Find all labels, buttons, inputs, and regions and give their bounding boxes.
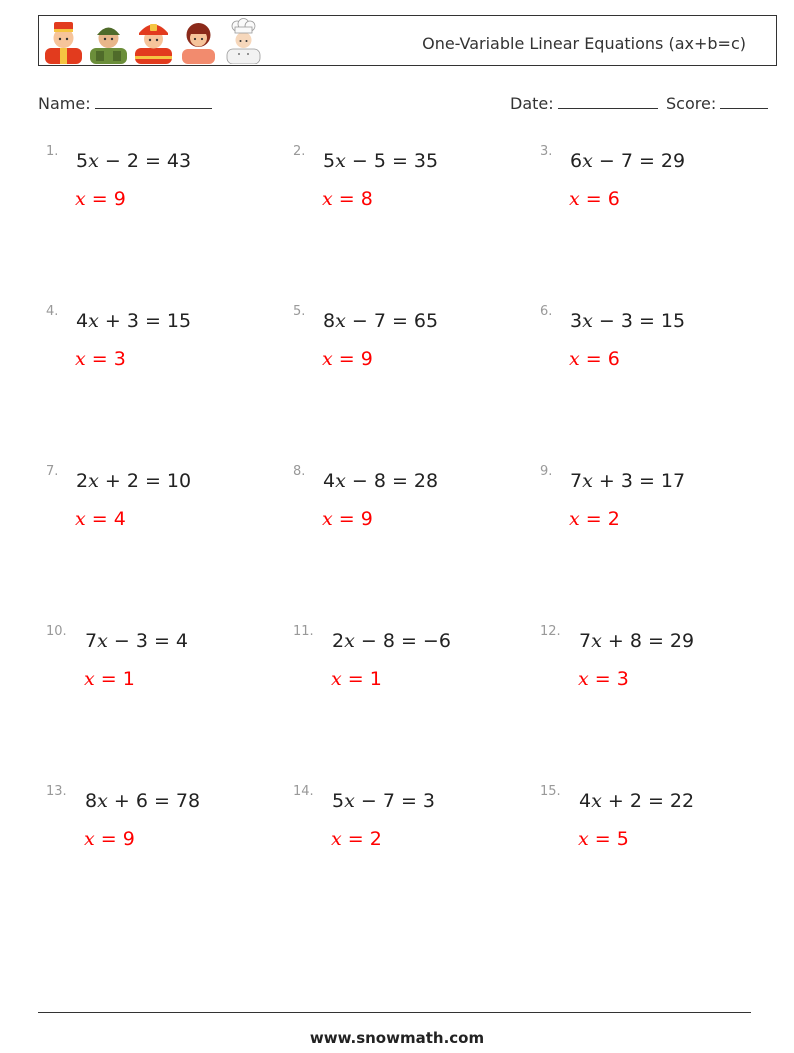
coefficient: 5 (323, 150, 336, 172)
problem-number: 2. (293, 144, 306, 159)
coefficient: 7 (570, 470, 583, 492)
coefficient: 8 (85, 790, 98, 812)
variable: x (591, 630, 602, 652)
footer-url: www.snowmath.com (309, 1029, 485, 1047)
problem-number: 15. (540, 784, 561, 799)
variable: x (335, 310, 346, 332)
variable: x (88, 470, 99, 492)
problem-answer: x = 3 (578, 668, 629, 690)
variable: x (75, 188, 86, 210)
operator: − (351, 150, 368, 172)
problem-number: 3. (540, 144, 553, 159)
problem-answer: x = 9 (75, 188, 126, 210)
right-hand-side: 4 (175, 630, 189, 652)
date-field[interactable] (510, 92, 658, 113)
problem-answer: x = 2 (331, 828, 382, 850)
problem-number: 8. (293, 464, 306, 479)
constant: 7 (620, 150, 633, 172)
problem-item (46, 304, 276, 404)
operator: + (104, 310, 121, 332)
right-hand-side: 43 (166, 150, 192, 172)
answer-value: 9 (122, 828, 135, 850)
problem-item (46, 784, 276, 884)
problem-answer: x = 3 (75, 348, 126, 370)
variable: x (88, 150, 99, 172)
problem-item (293, 464, 523, 564)
operator: + (104, 470, 121, 492)
footer-divider (38, 1012, 751, 1013)
operator: − (598, 150, 615, 172)
operator: − (360, 630, 377, 652)
worksheet-title: One-Variable Linear Equations (ax+b=c) (422, 34, 746, 53)
operator: + (598, 470, 615, 492)
problem-number: 9. (540, 464, 553, 479)
firefighter-avatar-icon (133, 18, 174, 64)
answer-value: 1 (122, 668, 135, 690)
chef-avatar-icon (223, 18, 264, 64)
problem-number: 12. (540, 624, 561, 639)
score-field[interactable] (666, 92, 768, 113)
operator: + (113, 790, 130, 812)
coefficient: 7 (579, 630, 592, 652)
constant: 6 (135, 790, 148, 812)
problem-answer: x = 1 (331, 668, 382, 690)
problem-answer: x = 9 (322, 508, 373, 530)
answer-value: 6 (607, 348, 620, 370)
problem-equation: 3x − 3 = 15 (570, 310, 686, 332)
problem-equation: 4x + 2 = 22 (579, 790, 695, 812)
problem-item (46, 624, 276, 724)
variable: x (344, 790, 355, 812)
right-hand-side: 15 (660, 310, 686, 332)
variable: x (331, 668, 342, 690)
variable: x (84, 828, 95, 850)
answer-value: 9 (360, 508, 373, 530)
problem-number: 5. (293, 304, 306, 319)
problem-item (540, 464, 770, 564)
coefficient: 4 (323, 470, 336, 492)
coefficient: 2 (76, 470, 89, 492)
problem-item (540, 144, 770, 244)
problem-item (293, 784, 523, 884)
variable: x (75, 348, 86, 370)
operator: − (598, 310, 615, 332)
right-hand-side: 29 (660, 150, 686, 172)
constant: 3 (620, 470, 633, 492)
problem-equation: 2x + 2 = 10 (76, 470, 192, 492)
operator: − (113, 630, 130, 652)
problem-equation: 2x − 8 = −6 (332, 630, 451, 652)
problem-answer: x = 8 (322, 188, 373, 210)
variable: x (582, 470, 593, 492)
problem-item (293, 624, 523, 724)
variable: x (322, 188, 333, 210)
right-hand-side: 15 (166, 310, 192, 332)
answer-value: 3 (113, 348, 126, 370)
constant: 2 (126, 470, 139, 492)
variable: x (75, 508, 86, 530)
variable: x (582, 150, 593, 172)
problem-equation: 8x − 7 = 65 (323, 310, 439, 332)
right-hand-side: 65 (413, 310, 439, 332)
constant: 8 (373, 470, 386, 492)
coefficient: 5 (332, 790, 345, 812)
constant: 2 (629, 790, 642, 812)
problem-equation: 7x − 3 = 4 (85, 630, 189, 652)
problem-number: 6. (540, 304, 553, 319)
coefficient: 3 (570, 310, 583, 332)
constant: 3 (620, 310, 633, 332)
name-field[interactable] (38, 92, 212, 113)
operator: − (104, 150, 121, 172)
avatar-strip (43, 18, 264, 64)
coefficient: 7 (85, 630, 98, 652)
name-label: Name: (38, 94, 91, 113)
variable: x (344, 630, 355, 652)
coefficient: 4 (76, 310, 89, 332)
right-hand-side: 28 (413, 470, 439, 492)
bellhop-avatar-icon (43, 18, 84, 64)
operator: − (351, 470, 368, 492)
variable: x (97, 790, 108, 812)
problem-item (46, 144, 276, 244)
variable: x (88, 310, 99, 332)
variable: x (335, 470, 346, 492)
problem-answer: x = 4 (75, 508, 126, 530)
variable: x (84, 668, 95, 690)
woman-avatar-icon (178, 18, 219, 64)
right-hand-side: 22 (669, 790, 695, 812)
constant: 7 (373, 310, 386, 332)
answer-value: 9 (360, 348, 373, 370)
score-blank[interactable] (720, 92, 768, 109)
constant: 3 (126, 310, 139, 332)
answer-value: 2 (607, 508, 620, 530)
variable: x (591, 790, 602, 812)
variable: x (322, 508, 333, 530)
problem-number: 1. (46, 144, 59, 159)
right-hand-side: 10 (166, 470, 192, 492)
operator: − (360, 790, 377, 812)
problem-number: 7. (46, 464, 59, 479)
variable: x (335, 150, 346, 172)
constant: 3 (135, 630, 148, 652)
problem-answer: x = 5 (578, 828, 629, 850)
right-hand-side: 35 (413, 150, 439, 172)
right-hand-side: −6 (422, 630, 451, 652)
answer-value: 8 (360, 188, 373, 210)
problem-item (293, 304, 523, 404)
problem-answer: x = 9 (84, 828, 135, 850)
constant: 7 (382, 790, 395, 812)
date-label: Date: (510, 94, 554, 113)
right-hand-side: 29 (669, 630, 695, 652)
coefficient: 8 (323, 310, 336, 332)
problem-equation: 7x + 8 = 29 (579, 630, 695, 652)
coefficient: 4 (579, 790, 592, 812)
coefficient: 6 (570, 150, 583, 172)
answer-value: 6 (607, 188, 620, 210)
right-hand-side: 3 (422, 790, 436, 812)
problem-equation: 8x + 6 = 78 (85, 790, 201, 812)
problem-number: 14. (293, 784, 314, 799)
coefficient: 5 (76, 150, 89, 172)
constant: 8 (382, 630, 395, 652)
variable: x (582, 310, 593, 332)
constant: 5 (373, 150, 386, 172)
problem-item (540, 304, 770, 404)
problem-equation: 4x − 8 = 28 (323, 470, 439, 492)
answer-value: 2 (369, 828, 382, 850)
variable: x (97, 630, 108, 652)
soldier-avatar-icon (88, 18, 129, 64)
variable: x (569, 348, 580, 370)
coefficient: 2 (332, 630, 345, 652)
operator: + (607, 630, 624, 652)
problem-item (293, 144, 523, 244)
worksheet-header (38, 15, 777, 66)
answer-value: 9 (113, 188, 126, 210)
right-hand-side: 78 (175, 790, 201, 812)
problem-number: 11. (293, 624, 314, 639)
problem-equation: 5x − 7 = 3 (332, 790, 436, 812)
problem-equation: 5x − 2 = 43 (76, 150, 192, 172)
problem-item (540, 624, 770, 724)
variable: x (331, 828, 342, 850)
answer-value: 3 (616, 668, 629, 690)
score-label: Score: (666, 94, 717, 113)
operator: − (351, 310, 368, 332)
problem-equation: 6x − 7 = 29 (570, 150, 686, 172)
answer-value: 5 (616, 828, 629, 850)
problem-number: 4. (46, 304, 59, 319)
problem-answer: x = 6 (569, 188, 620, 210)
date-blank[interactable] (558, 92, 658, 109)
variable: x (569, 508, 580, 530)
operator: + (607, 790, 624, 812)
problem-answer: x = 2 (569, 508, 620, 530)
variable: x (569, 188, 580, 210)
problem-answer: x = 6 (569, 348, 620, 370)
answer-value: 1 (369, 668, 382, 690)
problem-item (46, 464, 276, 564)
problem-equation: 7x + 3 = 17 (570, 470, 686, 492)
right-hand-side: 17 (660, 470, 686, 492)
constant: 2 (126, 150, 139, 172)
problem-equation: 4x + 3 = 15 (76, 310, 192, 332)
problem-number: 13. (46, 784, 67, 799)
problem-equation: 5x − 5 = 35 (323, 150, 439, 172)
problem-answer: x = 1 (84, 668, 135, 690)
problem-item (540, 784, 770, 884)
problem-answer: x = 9 (322, 348, 373, 370)
variable: x (322, 348, 333, 370)
answer-value: 4 (113, 508, 126, 530)
constant: 8 (629, 630, 642, 652)
variable: x (578, 828, 589, 850)
name-blank[interactable] (95, 92, 212, 109)
variable: x (578, 668, 589, 690)
problem-number: 10. (46, 624, 67, 639)
